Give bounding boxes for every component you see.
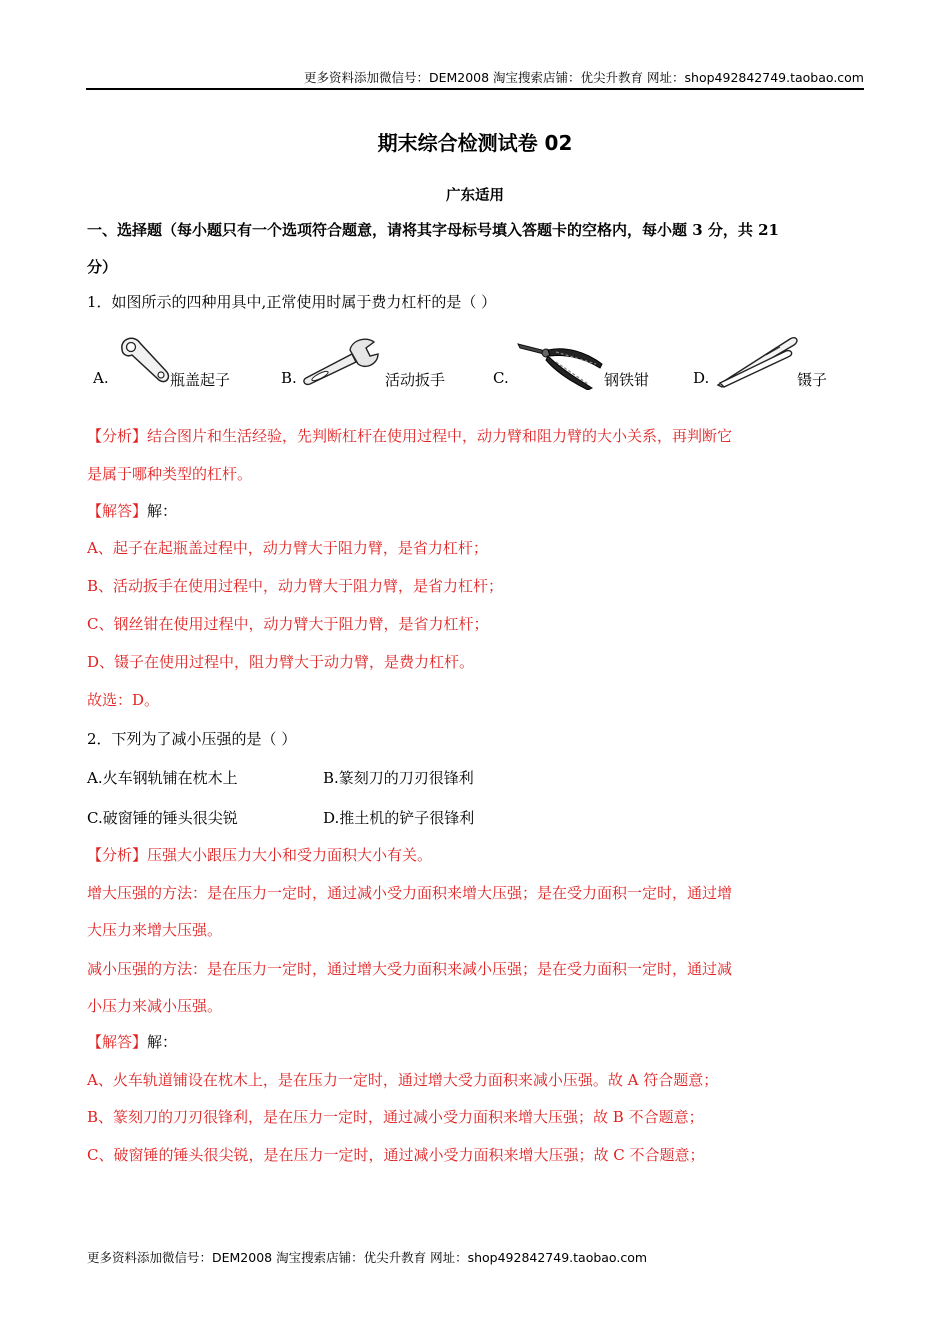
q1-answer-heading [87,500,177,521]
q2-question: 2．下列为了减小压强的是（ ） [87,730,297,748]
q2-answer-intro: 解： [147,1033,178,1051]
q2-increase-line2: 大压力来增大压强。 [87,921,223,939]
q1-option-c-letter: C. [493,369,509,387]
q2-option-b: B.篆刻刀的刀刃很锋利 [323,769,474,787]
header-rule [86,88,864,90]
q1-option-b-letter: B. [281,369,297,387]
q2-answer-heading [87,1031,177,1052]
adjustable-wrench-icon [300,336,380,386]
page-title: 期末综合检测试卷 02 [377,131,573,155]
q1-answer-d: D、镊子在使用过程中，阻力臂大于动力臂，是费力杠杆。 [87,653,475,671]
q2-analysis-line1 [87,844,432,865]
q1-analysis-line1 [87,425,732,446]
section-heading-line1: 一、选择题（每小题只有一个选项符合题意，请将其字母标号填入答题卡的空格内，每小题 3 分，共 21 [87,221,779,239]
q1-option-a-letter: A. [93,369,109,387]
q2-option-a: A.火车钢轨铺在枕木上 [87,769,238,787]
q1-answer-tag: 【解答】 [87,502,148,520]
q2-answer-b: B、篆刻刀的刀刃很锋利，是在压力一定时，通过减小受力面积来增大压强；故 B 不合题意； [87,1108,704,1126]
q1-answer-c: C、钢丝钳在使用过程中，动力臂大于阻力臂，是省力杠杆； [87,615,489,633]
page-subtitle: 广东适用 [446,188,504,204]
q1-option-a-label: 瓶盖起子 [170,371,231,389]
q1-choice: 故选：D。 [87,691,160,709]
q1-question: 1．如图所示的四种用具中,正常使用时属于费力杠杆的是（ ） [87,293,497,311]
q1-analysis-line2: 是属于哪种类型的杠杆。 [87,465,253,483]
q2-decrease-line1: 减小压强的方法：是在压力一定时，通过增大受力面积来减小压强；是在受力面积一定时，通过减 [87,960,733,978]
pliers-icon [516,338,606,390]
section-heading-line2: 分） [87,258,118,276]
q1-answer-a: A、起子在起瓶盖过程中，动力臂大于阻力臂，是省力杠杆； [87,539,488,557]
q1-option-c-label: 钢铁钳 [604,371,650,389]
q2-option-d: D.推土机的铲子很锋利 [323,809,475,827]
q2-analysis-text: 压强大小跟压力大小和受力面积大小有关。 [147,846,433,864]
q2-decrease-line2: 小压力来减小压强。 [87,997,223,1015]
q1-option-d-letter: D. [693,369,710,387]
page-header: 更多资料添加微信号：DEM2008 淘宝搜索店铺：优尖升教育 网址：shop492842749.taobao.com [303,70,864,85]
tweezers-icon [716,333,800,389]
q1-analysis-text: 结合图片和生活经验，先判断杠杆在使用过程中，动力臂和阻力臂的大小关系，再判断它 [147,427,733,445]
page-footer: 更多资料添加微信号：DEM2008 淘宝搜索店铺：优尖升教育 网址：shop492842749.taobao.com [87,1250,648,1265]
q2-increase-line1: 增大压强的方法：是在压力一定时，通过减小受力面积来增大压强；是在受力面积一定时，通过增 [87,884,733,902]
q1-answer-intro: 解： [147,502,178,520]
bottle-opener-icon [116,335,176,387]
q1-analysis-tag: 【分析】 [87,427,148,445]
q1-option-d-label: 镊子 [797,371,828,389]
q2-answer-a: A、火车轨道铺设在枕木上，是在压力一定时，通过增大受力面积来减小压强。故 A 符合题意； [87,1071,719,1089]
q2-answer-c: C、破窗锤的锤头很尖锐，是在压力一定时，通过减小受力面积来增大压强；故 C 不合题意； [87,1146,705,1164]
q2-analysis-tag: 【分析】 [87,846,148,864]
q1-answer-b: B、活动扳手在使用过程中，动力臂大于阻力臂，是省力杠杆； [87,577,504,595]
q2-option-c: C.破窗锤的锤头很尖锐 [87,809,238,827]
q1-option-b-label: 活动扳手 [385,371,446,389]
q2-answer-tag: 【解答】 [87,1033,148,1051]
